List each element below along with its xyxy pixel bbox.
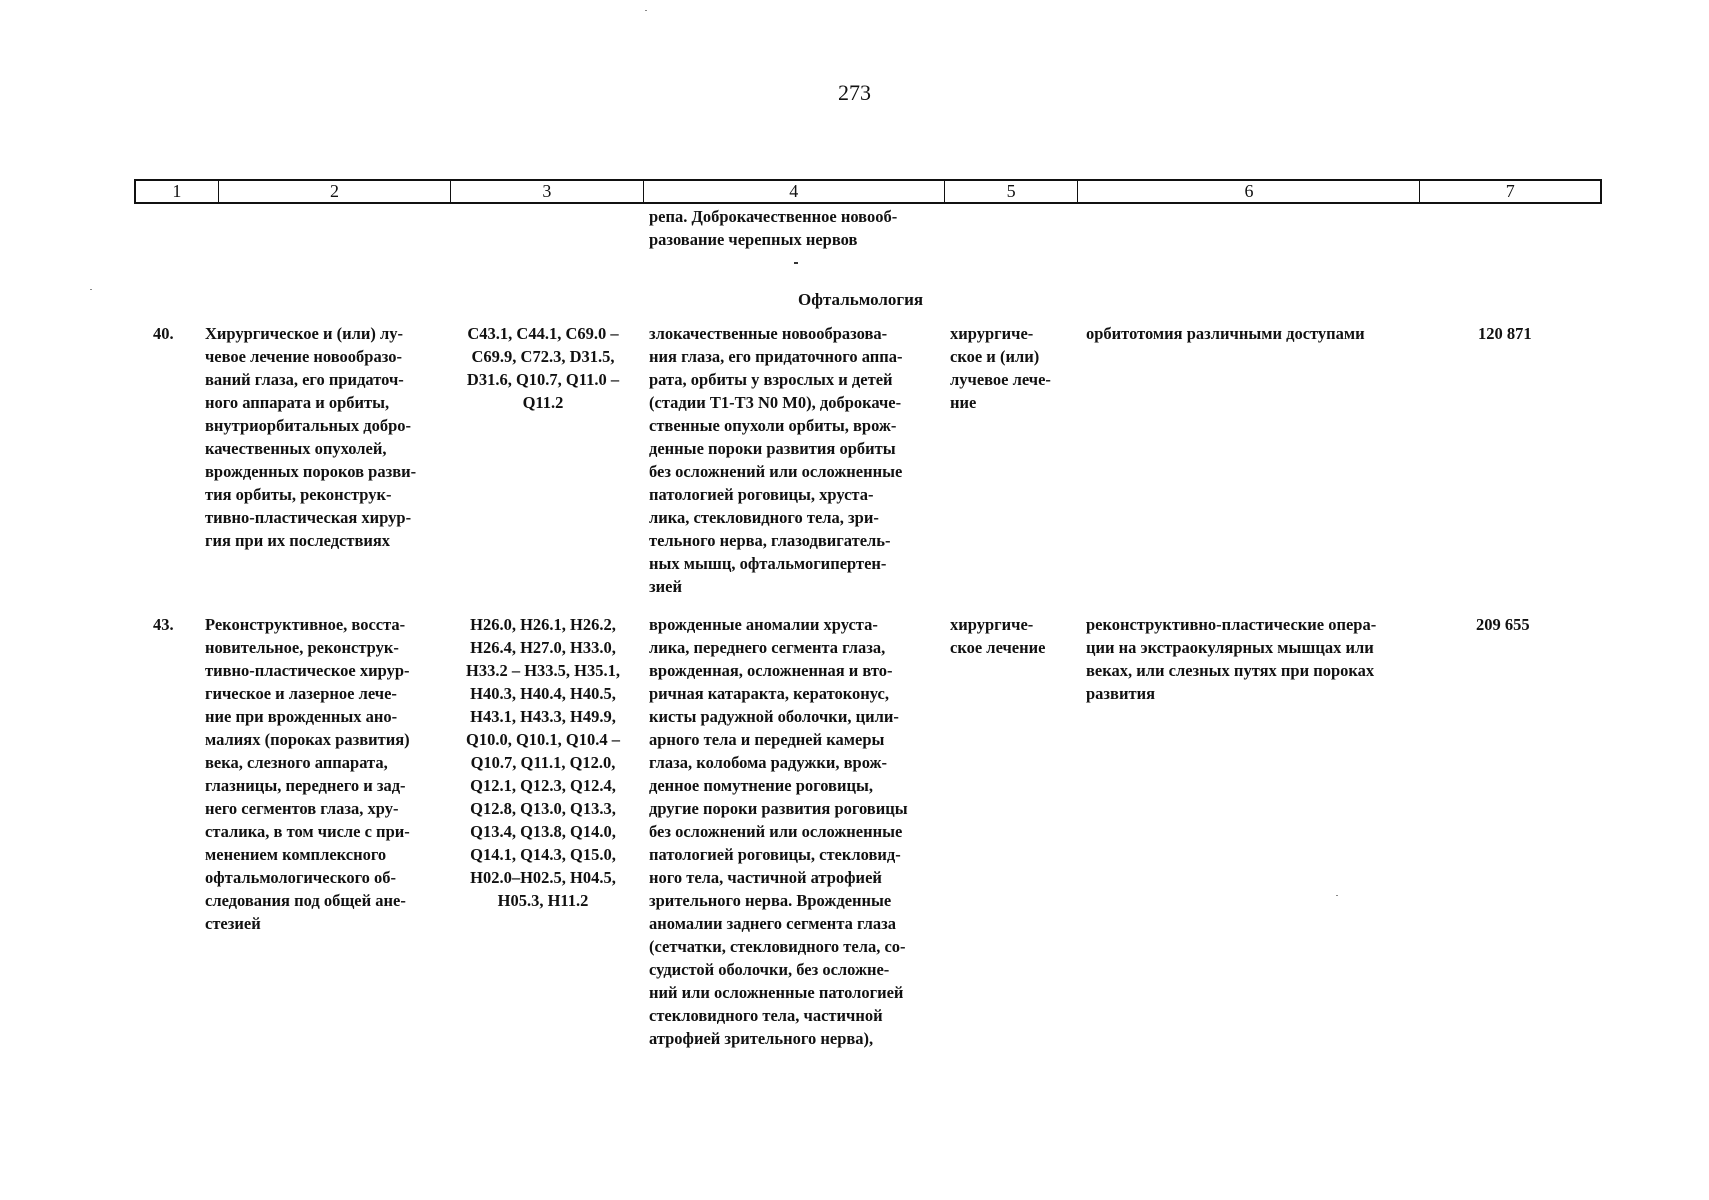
row-name: Хирургическое и (или) лу- чевое лечение новообразо- ваний глаза, его придаточ- ного аппарата и орбиты, внутриорбитальных добро- качественных опухолей, врожденных пороков разви- тия орбиты, реконструк- тивно-пластическая хирур- гия при их последствиях [205,324,417,550]
separator-dash [794,262,798,264]
row-number: 43. [153,615,174,634]
row-cost: 209 655 [1476,615,1530,634]
continuation-text: репа. Доброкачественное новооб- разование черепных нервов [649,207,898,249]
header-col-6: 6 [1078,181,1420,202]
header-col-1: 1 [136,181,219,202]
row-treatment-method: орбитотомия различными доступами [1086,324,1365,343]
row-patient-model: врожденные аномалии хруста- лика, переднего сегмента глаза, врожденная, осложненная и вто- ричная катаракта, кератоконус, кисты радужной оболочки, цили- арного тела и передней камеры глаза, колобома радужки, врож- денное помутнение роговицы, другие пороки развития роговицы без осложнений или осложненные патологией роговицы, стекловид- ного тела, частичной атрофией зрительного нерва. Врожденные аномалии заднего сегмента глаза (сетчатки, стекловидного тела, со- судистой оболочки, без осложне- ний или осложненные патологией стекловидного тела, частичной атрофией зрительного нерва), [649,615,908,1048]
row-patient-model: злокачественные новообразова- ния глаза, его придаточного аппа- рата, орбиты у взрослых и детей (стадии T1-T3 N0 M0), доброкаче- ственные опухоли орбиты, врож- денные пороки развития орбиты без осложнений или осложненные патологией роговицы, хруста- лика, стекловидного тела, зри- тельного нерва, глазодвигатель- ных мышц, офтальмогипертен- зией [649,324,903,596]
row-cost: 120 871 [1478,324,1532,343]
scan-speck [645,10,647,11]
row-codes: C43.1, C44.1, C69.0 – C69.9, C72.3, D31.5, D31.6, Q10.7, Q11.0 – Q11.2 [466,324,620,412]
row-name: Реконструктивное, восста- новительное, реконструк- тивно-пластическое хирур- гическое и лазерное лече- ние при врожденных ано- малиях (пороках развития) века, слезного аппарата, глазницы, переднего и зад- него сегментов глаза, хру- сталика, в том числе с при- менением комплексного офтальмологического об- следования под общей ане- стезией [205,615,410,933]
row-treatment-type: хирургиче- ское и (или) лучевое лече- ние [950,324,1051,412]
section-title: Офтальмология [798,290,924,309]
row-codes: H26.0, H26.1, H26.2, H26.4, H27.0, H33.0, H33.2 – H33.5, H35.1, H40.3, H40.4, H40.5, H43.1, H43.3, H49.9, Q10.0, Q10.1, Q10.4 – Q10.7, Q11.1, Q12.0, Q12.1, Q12.3, Q12.4, Q12.8, Q13.0, Q13.3, Q13.4, Q13.8, Q14.0, Q14.1, Q14.3, Q15.0, H02.0–H02.5, H04.5, H05.3, H11.2 [465,615,620,910]
row-treatment-type: хирургиче- ское лечение [950,615,1046,657]
header-col-2: 2 [219,181,451,202]
row-number: 40. [153,324,174,343]
header-col-5: 5 [945,181,1079,202]
table-header [134,179,1602,204]
row-treatment-method: реконструктивно-пластические опера- ции на экстраокулярных мышцах или веках, или слезных путях при пороках развития [1086,615,1377,703]
header-col-3: 3 [451,181,643,202]
scan-speck [1336,895,1338,896]
page-number: 273 [838,80,871,105]
scan-speck [90,289,92,290]
header-col-4: 4 [644,181,945,202]
header-col-7: 7 [1505,181,1515,201]
